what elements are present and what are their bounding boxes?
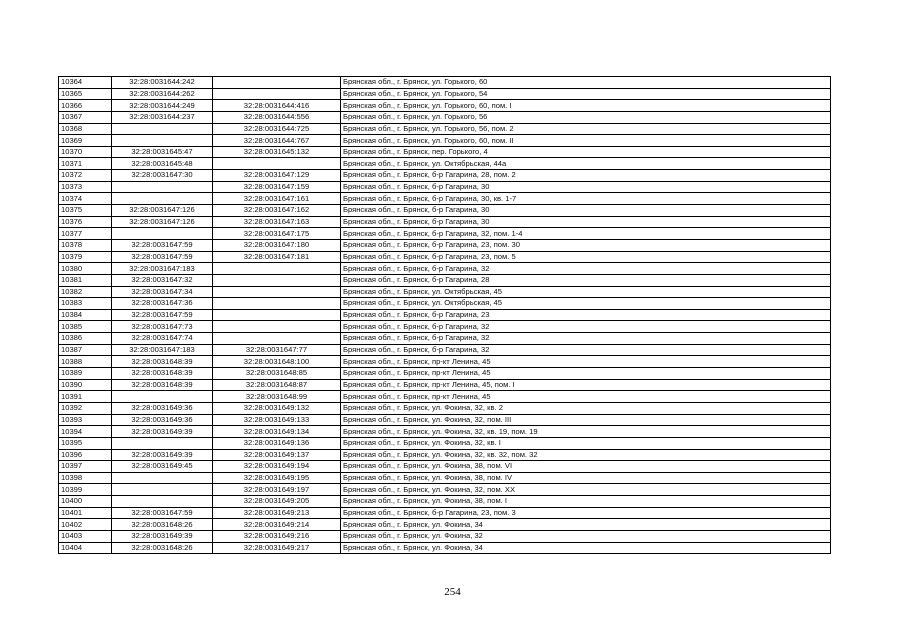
building-cadastral-number-cell: 32:28:0031648:87 <box>213 379 341 391</box>
table-row <box>59 205 831 217</box>
building-cadastral-number-cell <box>213 77 341 89</box>
row-number-cell: 10376 <box>59 216 112 228</box>
row-number-cell: 10367 <box>59 111 112 123</box>
table-row <box>59 135 831 147</box>
table-row <box>59 298 831 310</box>
table-row <box>59 239 831 251</box>
row-number-cell: 10399 <box>59 484 112 496</box>
land-cadastral-number-cell <box>112 484 213 496</box>
table-row <box>59 391 831 403</box>
address-cell: Брянская обл., г. Брянск, ул. Фокина, 32, кв. 32, пом. 32 <box>341 449 831 461</box>
land-cadastral-number-cell: 32:28:0031644:237 <box>112 111 213 123</box>
address-cell: Брянская обл., г. Брянск, ул. Фокина, 38, пом. IV <box>341 472 831 484</box>
table-row <box>59 228 831 240</box>
building-cadastral-number-cell <box>213 286 341 298</box>
address-cell: Брянская обл., г. Брянск, б-р Гагарина, 32, пом. 1-4 <box>341 228 831 240</box>
building-cadastral-number-cell: 32:28:0031649:133 <box>213 414 341 426</box>
land-cadastral-number-cell: 32:28:0031644:262 <box>112 88 213 100</box>
building-cadastral-number-cell: 32:28:0031649:213 <box>213 507 341 519</box>
address-cell: Брянская обл., г. Брянск, б-р Гагарина, 23, пом. 3 <box>341 507 831 519</box>
address-cell: Брянская обл., г. Брянск, пр-кт Ленина, 45 <box>341 391 831 403</box>
building-cadastral-number-cell: 32:28:0031644:725 <box>213 123 341 135</box>
address-cell: Брянская обл., г. Брянск, б-р Гагарина, 32 <box>341 263 831 275</box>
address-cell: Брянская обл., г. Брянск, пр-кт Ленина, 45, пом. I <box>341 379 831 391</box>
land-cadastral-number-cell: 32:28:0031647:126 <box>112 216 213 228</box>
address-cell: Брянская обл., г. Брянск, пер. Горького, 4 <box>341 146 831 158</box>
building-cadastral-number-cell: 32:28:0031647:161 <box>213 193 341 205</box>
table-row <box>59 333 831 345</box>
building-cadastral-number-cell: 32:28:0031645:132 <box>213 146 341 158</box>
building-cadastral-number-cell <box>213 274 341 286</box>
table-row <box>59 530 831 542</box>
address-cell: Брянская обл., г. Брянск, б-р Гагарина, 23, пом. 5 <box>341 251 831 263</box>
address-cell: Брянская обл., г. Брянск, ул. Октябрьская, 45 <box>341 298 831 310</box>
building-cadastral-number-cell: 32:28:0031644:767 <box>213 135 341 147</box>
building-cadastral-number-cell <box>213 333 341 345</box>
table-row <box>59 309 831 321</box>
address-cell: Брянская обл., г. Брянск, ул. Октябрьская, 44а <box>341 158 831 170</box>
table-row <box>59 111 831 123</box>
table-row <box>59 286 831 298</box>
building-cadastral-number-cell: 32:28:0031647:162 <box>213 205 341 217</box>
row-number-cell: 10387 <box>59 344 112 356</box>
row-number-cell: 10375 <box>59 205 112 217</box>
table-row <box>59 158 831 170</box>
land-cadastral-number-cell: 32:28:0031644:242 <box>112 77 213 89</box>
land-cadastral-number-cell: 32:28:0031647:59 <box>112 507 213 519</box>
row-number-cell: 10369 <box>59 135 112 147</box>
table-row <box>59 484 831 496</box>
row-number-cell: 10398 <box>59 472 112 484</box>
address-cell: Брянская обл., г. Брянск, б-р Гагарина, 28 <box>341 274 831 286</box>
address-cell: Брянская обл., г. Брянск, б-р Гагарина, 23, пом. 30 <box>341 239 831 251</box>
address-cell: Брянская обл., г. Брянск, ул. Горького, 56 <box>341 111 831 123</box>
land-cadastral-number-cell: 32:28:0031648:39 <box>112 356 213 368</box>
row-number-cell: 10403 <box>59 530 112 542</box>
row-number-cell: 10400 <box>59 496 112 508</box>
building-cadastral-number-cell <box>213 298 341 310</box>
address-cell: Брянская обл., г. Брянск, ул. Горького, 54 <box>341 88 831 100</box>
table-row <box>59 461 831 473</box>
row-number-cell: 10381 <box>59 274 112 286</box>
building-cadastral-number-cell <box>213 88 341 100</box>
building-cadastral-number-cell: 32:28:0031649:214 <box>213 519 341 531</box>
row-number-cell: 10377 <box>59 228 112 240</box>
row-number-cell: 10390 <box>59 379 112 391</box>
land-cadastral-number-cell: 32:28:0031648:39 <box>112 368 213 380</box>
address-cell: Брянская обл., г. Брянск, ул. Фокина, 34 <box>341 542 831 554</box>
land-cadastral-number-cell: 32:28:0031649:39 <box>112 449 213 461</box>
row-number-cell: 10380 <box>59 263 112 275</box>
row-number-cell: 10378 <box>59 239 112 251</box>
row-number-cell: 10364 <box>59 77 112 89</box>
row-number-cell: 10385 <box>59 321 112 333</box>
table-row <box>59 170 831 182</box>
row-number-cell: 10388 <box>59 356 112 368</box>
land-cadastral-number-cell <box>112 496 213 508</box>
land-cadastral-number-cell <box>112 123 213 135</box>
row-number-cell: 10372 <box>59 170 112 182</box>
page-number: 254 <box>444 586 461 598</box>
row-number-cell: 10393 <box>59 414 112 426</box>
building-cadastral-number-cell: 32:28:0031649:197 <box>213 484 341 496</box>
building-cadastral-number-cell: 32:28:0031648:85 <box>213 368 341 380</box>
table-row <box>59 507 831 519</box>
building-cadastral-number-cell: 32:28:0031648:100 <box>213 356 341 368</box>
land-cadastral-number-cell: 32:28:0031647:73 <box>112 321 213 333</box>
row-number-cell: 10392 <box>59 402 112 414</box>
land-cadastral-number-cell: 32:28:0031647:34 <box>112 286 213 298</box>
address-cell: Брянская обл., г. Брянск, ул. Горького, 60 <box>341 77 831 89</box>
land-cadastral-number-cell: 32:28:0031647:59 <box>112 309 213 321</box>
building-cadastral-number-cell: 32:28:0031647:163 <box>213 216 341 228</box>
address-cell: Брянская обл., г. Брянск, б-р Гагарина, 32 <box>341 344 831 356</box>
address-cell: Брянская обл., г. Брянск, б-р Гагарина, 30 <box>341 181 831 193</box>
land-cadastral-number-cell: 32:28:0031649:36 <box>112 414 213 426</box>
land-cadastral-number-cell: 32:28:0031649:36 <box>112 402 213 414</box>
land-cadastral-number-cell: 32:28:0031647:32 <box>112 274 213 286</box>
row-number-cell: 10394 <box>59 426 112 438</box>
table-row <box>59 77 831 89</box>
building-cadastral-number-cell <box>213 321 341 333</box>
land-cadastral-number-cell: 32:28:0031648:26 <box>112 519 213 531</box>
building-cadastral-number-cell: 32:28:0031647:129 <box>213 170 341 182</box>
land-cadastral-number-cell: 32:28:0031647:30 <box>112 170 213 182</box>
table-row <box>59 146 831 158</box>
building-cadastral-number-cell: 32:28:0031649:194 <box>213 461 341 473</box>
address-cell: Брянская обл., г. Брянск, ул. Фокина, 38, пом. VI <box>341 461 831 473</box>
land-cadastral-number-cell: 32:28:0031645:48 <box>112 158 213 170</box>
table-row <box>59 519 831 531</box>
table-row <box>59 368 831 380</box>
building-cadastral-number-cell <box>213 309 341 321</box>
address-cell: Брянская обл., г. Брянск, пр-кт Ленина, 45 <box>341 356 831 368</box>
row-number-cell: 10395 <box>59 437 112 449</box>
land-cadastral-number-cell: 32:28:0031645:47 <box>112 146 213 158</box>
table-row <box>59 402 831 414</box>
address-cell: Брянская обл., г. Брянск, ул. Фокина, 32, кв. 19, пом. 19 <box>341 426 831 438</box>
table-row <box>59 472 831 484</box>
building-cadastral-number-cell: 32:28:0031647:159 <box>213 181 341 193</box>
land-cadastral-number-cell: 32:28:0031648:39 <box>112 379 213 391</box>
land-cadastral-number-cell <box>112 437 213 449</box>
row-number-cell: 10366 <box>59 100 112 112</box>
building-cadastral-number-cell: 32:28:0031649:195 <box>213 472 341 484</box>
property-table-body <box>59 77 831 554</box>
table-row <box>59 356 831 368</box>
address-cell: Брянская обл., г. Брянск, ул. Фокина, 34 <box>341 519 831 531</box>
row-number-cell: 10401 <box>59 507 112 519</box>
land-cadastral-number-cell <box>112 472 213 484</box>
table-row <box>59 193 831 205</box>
building-cadastral-number-cell: 32:28:0031649:136 <box>213 437 341 449</box>
row-number-cell: 10371 <box>59 158 112 170</box>
row-number-cell: 10389 <box>59 368 112 380</box>
land-cadastral-number-cell: 32:28:0031647:74 <box>112 333 213 345</box>
address-cell: Брянская обл., г. Брянск, б-р Гагарина, 30 <box>341 205 831 217</box>
address-cell: Брянская обл., г. Брянск, б-р Гагарина, 28, пом. 2 <box>341 170 831 182</box>
row-number-cell: 10374 <box>59 193 112 205</box>
address-cell: Брянская обл., г. Брянск, ул. Горького, 60, пом. II <box>341 135 831 147</box>
table-row <box>59 496 831 508</box>
table-row <box>59 274 831 286</box>
building-cadastral-number-cell: 32:28:0031644:556 <box>213 111 341 123</box>
row-number-cell: 10370 <box>59 146 112 158</box>
table-row <box>59 344 831 356</box>
address-cell: Брянская обл., г. Брянск, б-р Гагарина, 32 <box>341 333 831 345</box>
address-cell: Брянская обл., г. Брянск, ул. Фокина, 32, кв. 2 <box>341 402 831 414</box>
row-number-cell: 10379 <box>59 251 112 263</box>
land-cadastral-number-cell: 32:28:0031647:183 <box>112 263 213 275</box>
land-cadastral-number-cell: 32:28:0031644:249 <box>112 100 213 112</box>
land-cadastral-number-cell: 32:28:0031649:45 <box>112 461 213 473</box>
address-cell: Брянская обл., г. Брянск, ул. Горького, 56, пом. 2 <box>341 123 831 135</box>
building-cadastral-number-cell <box>213 158 341 170</box>
land-cadastral-number-cell <box>112 391 213 403</box>
row-number-cell: 10373 <box>59 181 112 193</box>
building-cadastral-number-cell: 32:28:0031649:205 <box>213 496 341 508</box>
building-cadastral-number-cell: 32:28:0031647:181 <box>213 251 341 263</box>
building-cadastral-number-cell: 32:28:0031647:175 <box>213 228 341 240</box>
land-cadastral-number-cell: 32:28:0031649:39 <box>112 426 213 438</box>
building-cadastral-number-cell: 32:28:0031649:132 <box>213 402 341 414</box>
table-row <box>59 414 831 426</box>
row-number-cell: 10365 <box>59 88 112 100</box>
land-cadastral-number-cell <box>112 181 213 193</box>
building-cadastral-number-cell: 32:28:0031649:137 <box>213 449 341 461</box>
building-cadastral-number-cell: 32:28:0031647:77 <box>213 344 341 356</box>
address-cell: Брянская обл., г. Брянск, б-р Гагарина, 23 <box>341 309 831 321</box>
row-number-cell: 10397 <box>59 461 112 473</box>
row-number-cell: 10402 <box>59 519 112 531</box>
row-number-cell: 10396 <box>59 449 112 461</box>
table-row <box>59 88 831 100</box>
land-cadastral-number-cell: 32:28:0031647:126 <box>112 205 213 217</box>
row-number-cell: 10368 <box>59 123 112 135</box>
address-cell: Брянская обл., г. Брянск, б-р Гагарина, 30, кв. 1-7 <box>341 193 831 205</box>
address-cell: Брянская обл., г. Брянск, ул. Фокина, 32 <box>341 530 831 542</box>
property-table <box>58 76 831 554</box>
table-row <box>59 216 831 228</box>
table-row <box>59 100 831 112</box>
row-number-cell: 10386 <box>59 333 112 345</box>
building-cadastral-number-cell <box>213 263 341 275</box>
row-number-cell: 10384 <box>59 309 112 321</box>
address-cell: Брянская обл., г. Брянск, б-р Гагарина, 32 <box>341 321 831 333</box>
address-cell: Брянская обл., г. Брянск, ул. Горького, 60, пом. I <box>341 100 831 112</box>
land-cadastral-number-cell <box>112 193 213 205</box>
address-cell: Брянская обл., г. Брянск, ул. Октябрьская, 45 <box>341 286 831 298</box>
land-cadastral-number-cell: 32:28:0031647:183 <box>112 344 213 356</box>
address-cell: Брянская обл., г. Брянск, ул. Фокина, 32, пом. III <box>341 414 831 426</box>
table-row <box>59 181 831 193</box>
building-cadastral-number-cell: 32:28:0031648:99 <box>213 391 341 403</box>
row-number-cell: 10391 <box>59 391 112 403</box>
table-row <box>59 251 831 263</box>
address-cell: Брянская обл., г. Брянск, пр-кт Ленина, 45 <box>341 368 831 380</box>
land-cadastral-number-cell: 32:28:0031648:26 <box>112 542 213 554</box>
land-cadastral-number-cell <box>112 228 213 240</box>
building-cadastral-number-cell: 32:28:0031647:180 <box>213 239 341 251</box>
address-cell: Брянская обл., г. Брянск, б-р Гагарина, 30 <box>341 216 831 228</box>
land-cadastral-number-cell: 32:28:0031647:36 <box>112 298 213 310</box>
address-cell: Брянская обл., г. Брянск, ул. Фокина, 38, пом. I <box>341 496 831 508</box>
table-row <box>59 437 831 449</box>
building-cadastral-number-cell: 32:28:0031649:217 <box>213 542 341 554</box>
land-cadastral-number-cell: 32:28:0031649:39 <box>112 530 213 542</box>
table-row <box>59 449 831 461</box>
land-cadastral-number-cell: 32:28:0031647:59 <box>112 239 213 251</box>
building-cadastral-number-cell: 32:28:0031649:134 <box>213 426 341 438</box>
table-row <box>59 542 831 554</box>
land-cadastral-number-cell: 32:28:0031647:59 <box>112 251 213 263</box>
table-row <box>59 263 831 275</box>
building-cadastral-number-cell: 32:28:0031649:216 <box>213 530 341 542</box>
building-cadastral-number-cell: 32:28:0031644:416 <box>213 100 341 112</box>
address-cell: Брянская обл., г. Брянск, ул. Фокина, 32, пом. XX <box>341 484 831 496</box>
table-row <box>59 426 831 438</box>
row-number-cell: 10382 <box>59 286 112 298</box>
table-row <box>59 321 831 333</box>
table-row <box>59 379 831 391</box>
row-number-cell: 10383 <box>59 298 112 310</box>
land-cadastral-number-cell <box>112 135 213 147</box>
row-number-cell: 10404 <box>59 542 112 554</box>
table-row <box>59 123 831 135</box>
address-cell: Брянская обл., г. Брянск, ул. Фокина, 32, кв. I <box>341 437 831 449</box>
